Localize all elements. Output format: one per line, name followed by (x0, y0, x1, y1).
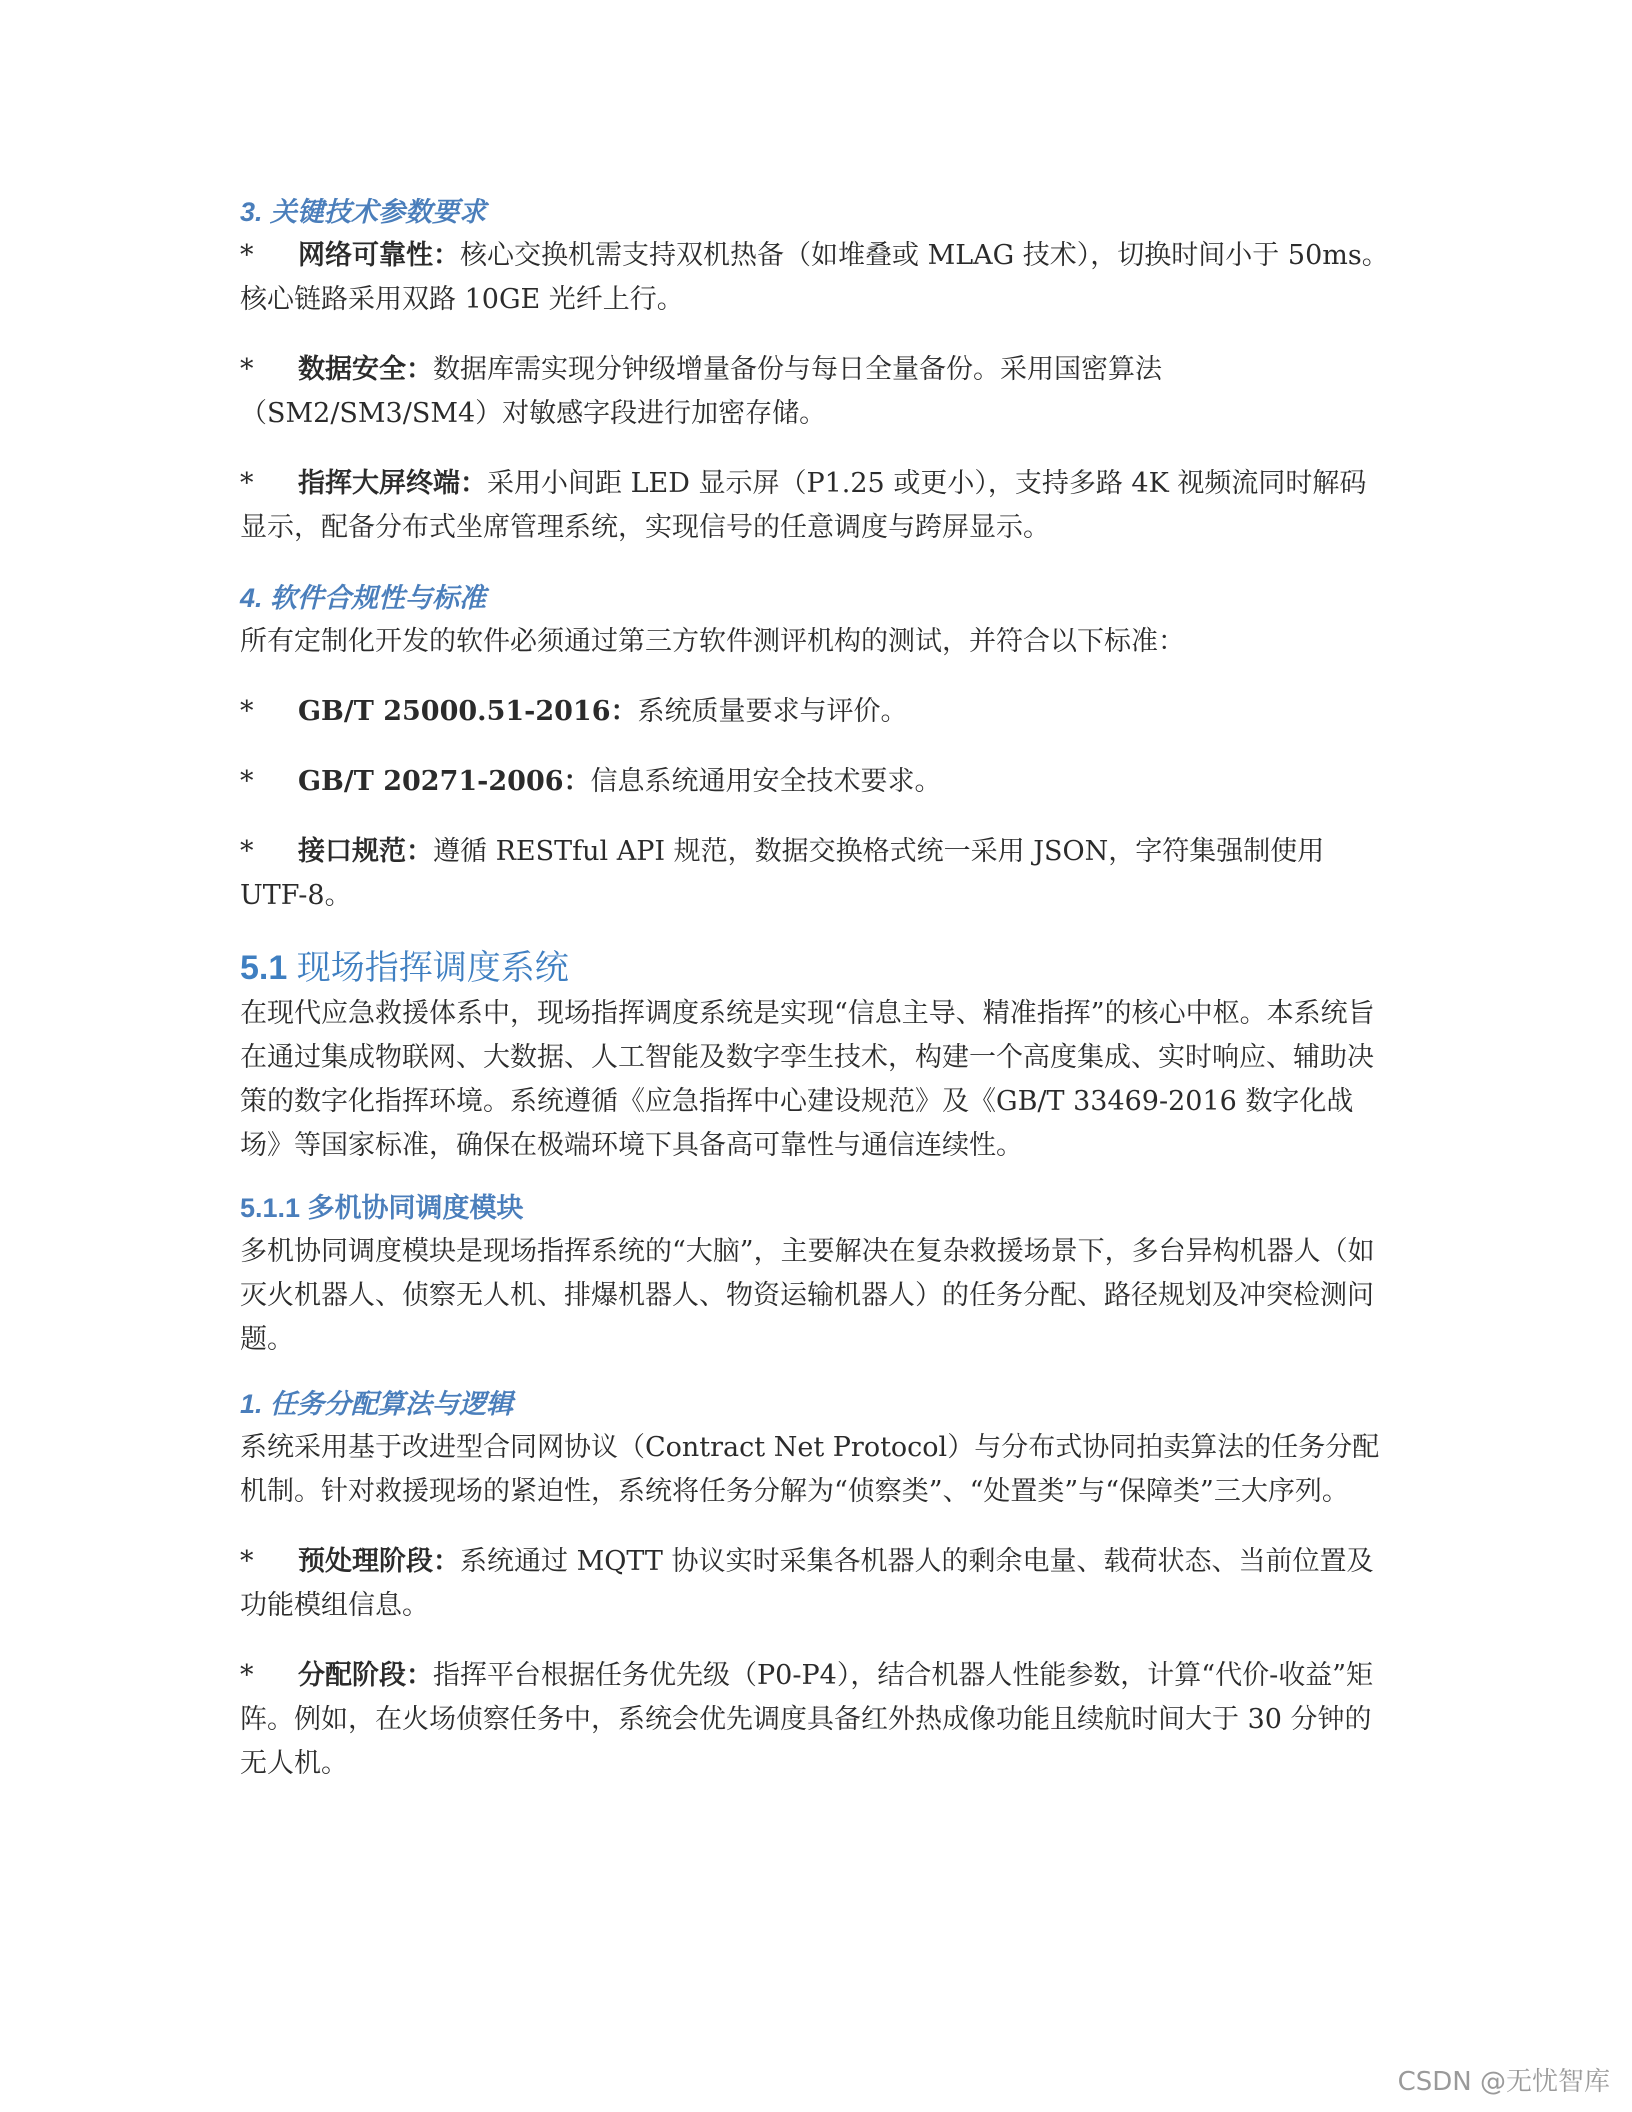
section-5-1-1-heading: 5.1.1 多机协同调度模块 (240, 1193, 524, 1223)
bullet-text: 采用小间距 LED 显示屏（P1.25 或更小），支持多路 4K 视频流同时解码显示，配备分布式坐席管理系统，实现信号的任意调度与跨屏显示。 (240, 468, 1367, 543)
bullet-mark: * (240, 240, 254, 271)
bullet-data-security (240, 348, 1390, 436)
bullet-text: 指挥平台根据任务优先级（P0-P4），结合机器人性能参数，计算“代价-收益”矩阵。例如，在火场侦察任务中，系统会优先调度具备红外热成像功能且续航时间大于 30 分钟的无人机。 (240, 1660, 1374, 1779)
bullet-mark: * (240, 1660, 254, 1691)
section-title: 现场指挥调度系统 (287, 949, 569, 987)
bullet-label: 接口规范： (298, 836, 433, 867)
bullet-preprocessing (240, 1540, 1390, 1628)
bullet-label: 预处理阶段： (298, 1546, 460, 1577)
bullet-mark: * (240, 354, 254, 385)
bullet-allocation (240, 1654, 1390, 1786)
bullet-text: 数据库需实现分钟级增量备份与每日全量备份。采用国密算法（SM2/SM3/SM4）对敏感字段进行加密存储。 (240, 354, 1162, 429)
bullet-text: 系统质量要求与评价。 (637, 696, 908, 727)
bullet-label: 分配阶段： (298, 1660, 433, 1691)
section-3-heading: 3. 关键技术参数要求 (240, 197, 487, 227)
bullet-text: 系统通过 MQTT 协议实时采集各机器人的剩余电量、载荷状态、当前位置及功能模组信息。 (240, 1546, 1374, 1621)
section-number: 5.1 (240, 949, 288, 987)
bullet-label: 指挥大屏终端： (298, 468, 487, 499)
bullet-text: 信息系统通用安全技术要求。 (590, 766, 942, 797)
section-1-body: 系统采用基于改进型合同网协议（Contract Net Protocol）与分布式协同拍卖算法的任务分配机制。针对救援现场的紧迫性，系统将任务分解为“侦察类”、“处置类”与“保障类”三大序列。 (240, 1432, 1380, 1507)
bullet-text: 遵循 RESTful API 规范，数据交换格式统一采用 JSON，字符集强制使用 UTF-8。 (240, 836, 1325, 911)
bullet-mark: * (240, 1546, 254, 1577)
bullet-interface-spec (240, 830, 1390, 918)
bullet-network-reliability (240, 234, 1390, 322)
bullet-mark: * (240, 468, 254, 499)
bullet-mark: * (240, 766, 254, 797)
section-4-heading: 4. 软件合规性与标准 (240, 583, 487, 613)
bullet-label: GB/T 25000.51-2016： (298, 696, 638, 727)
section-4-intro: 所有定制化开发的软件必须通过第三方软件测评机构的测试，并符合以下标准： (240, 626, 1185, 657)
watermark: CSDN @无忧智库 (1397, 2067, 1610, 2097)
bullet-mark: * (240, 696, 254, 727)
section-5-1-heading (240, 944, 1390, 992)
bullet-label: 数据安全： (298, 354, 433, 385)
section-5-1-1-body: 多机协同调度模块是现场指挥系统的“大脑”，主要解决在复杂救援场景下，多台异构机器人（如灭火机器人、侦察无人机、排爆机器人、物资运输机器人）的任务分配、路径规划及冲突检测问题。 (240, 1236, 1375, 1355)
bullet-label: GB/T 20271-2006： (298, 766, 591, 797)
bullet-gbt-25000 (240, 690, 1390, 734)
bullet-text: 核心交换机需支持双机热备（如堆叠或 MLAG 技术），切换时间小于 50ms。核心链路采用双路 10GE 光纤上行。 (240, 240, 1389, 315)
section-1-heading: 1. 任务分配算法与逻辑 (240, 1389, 514, 1419)
bullet-command-screen (240, 462, 1390, 550)
bullet-label: 网络可靠性： (298, 240, 460, 271)
document-body (240, 190, 1390, 1786)
section-5-1-body: 在现代应急救援体系中，现场指挥调度系统是实现“信息主导、精准指挥”的核心中枢。本系统旨在通过集成物联网、大数据、人工智能及数字孪生技术，构建一个高度集成、实时响应、辅助决策的数字化指挥环境。系统遵循《应急指挥中心建设规范》及《GB/T 33469-2016 数字化战场》等国家标准，确保在极端环境下具备高可靠性与通信连续性。 (240, 998, 1375, 1161)
bullet-gbt-20271 (240, 760, 1390, 804)
bullet-mark: * (240, 836, 254, 867)
